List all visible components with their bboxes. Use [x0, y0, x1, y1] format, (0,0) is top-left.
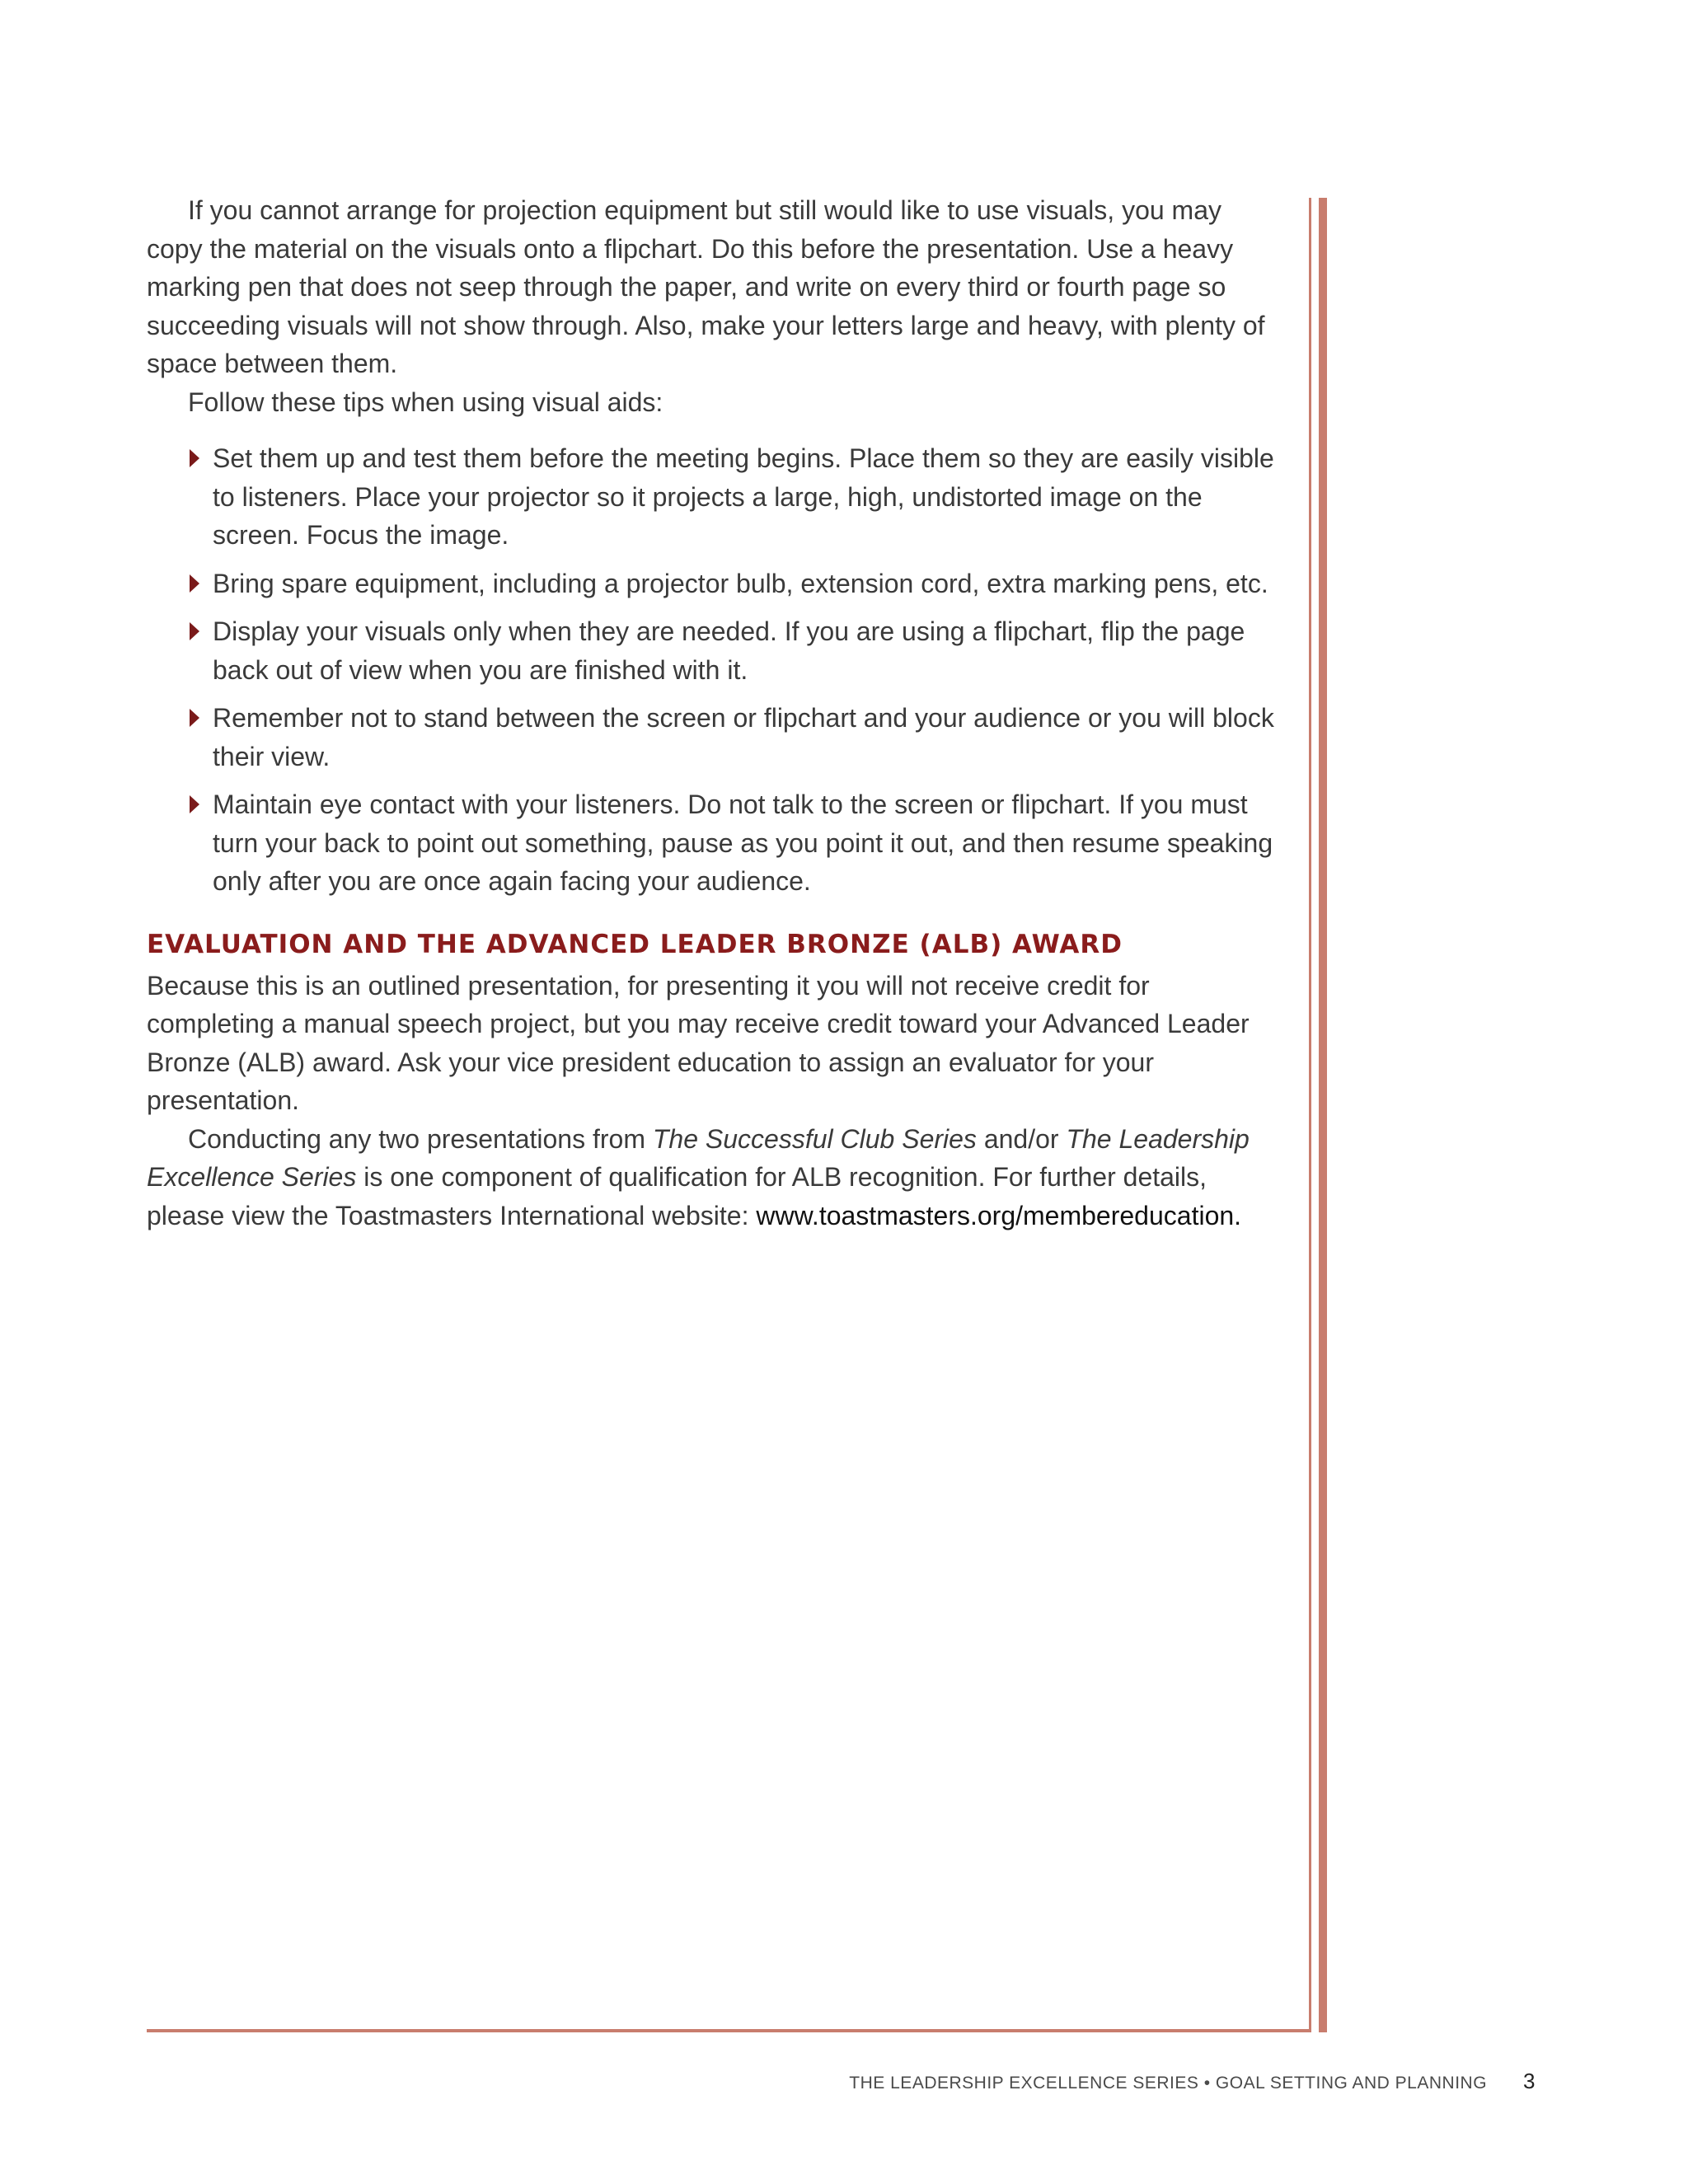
body-paragraph-tips-intro: Follow these tips when using visual aids: — [188, 387, 663, 417]
evaluation-paragraph-credit: Because this is an outlined presentation, for presenting it you will not receive credit for completing a manual speech project, but you may receive credit toward your Advanced Leader Bronze (ALB) award. Ask your vice president education to assign an evaluator for your presentation. — [147, 970, 1250, 1115]
tip-text: Remember not to stand between the screen or flipchart and your audience or you will block their view. — [213, 703, 1274, 771]
vertical-rule-thick — [1319, 198, 1327, 2032]
alb-text-part-1: Conducting any two presentations from — [188, 1123, 653, 1154]
tips-list — [147, 439, 1284, 901]
vertical-rule-thin — [1309, 198, 1311, 2032]
triangle-bullet-icon — [190, 449, 199, 467]
page-number: 3 — [1523, 2069, 1536, 2093]
alb-text-part-3: is one component of qualification for ALB recognition. For further details, please view the Toastmasters International website: — [147, 1162, 1207, 1230]
triangle-bullet-icon — [190, 795, 199, 813]
list-item — [147, 565, 1284, 603]
list-item — [147, 785, 1284, 901]
page-footer — [849, 2069, 1536, 2094]
tip-text: Maintain eye contact with your listeners. Do not talk to the screen or flipchart. If you must turn your back to point out something, pause as you point it out, and then resume speaking only after you are once again facing your audience. — [213, 790, 1273, 896]
alb-text-part-2: and/or — [976, 1123, 1067, 1154]
website-link[interactable]: www.toastmasters.org/membereducation. — [756, 1200, 1242, 1230]
tip-text: Display your visuals only when they are needed. If you are using a flipchart, flip the page back out of view when you are finished with it. — [213, 616, 1245, 685]
list-item — [147, 612, 1284, 689]
triangle-bullet-icon — [190, 709, 199, 727]
section-heading-evaluation: EVALUATION AND THE ADVANCED LEADER BRONZE (ALB) AWARD — [147, 929, 1123, 959]
tip-text: Set them up and test them before the meeting begins. Place them so they are easily visible to listeners. Place your projector so it projects a large, high, undistorted image on the screen. Focus the image. — [213, 443, 1274, 550]
main-content — [147, 191, 1284, 1235]
evaluation-paragraph-alb — [147, 1120, 1284, 1235]
horizontal-rule — [147, 2029, 1311, 2032]
footer-series-title: THE LEADERSHIP EXCELLENCE SERIES • GOAL SETTING AND PLANNING — [849, 2074, 1488, 2093]
series-title-successful-club: The Successful Club Series — [652, 1123, 977, 1154]
triangle-bullet-icon — [190, 574, 199, 593]
series-title-leadership-excellence: The Leadership Excellence Series — [147, 1123, 1250, 1192]
triangle-bullet-icon — [190, 622, 199, 640]
list-item — [147, 699, 1284, 776]
body-paragraph-projection: If you cannot arrange for projection equipment but still would like to use visuals, you may copy the material on the visuals onto a flipchart. Do this before the presentation. Use a heavy marking pen that does not seep through the paper, and write on every third or fourth page so succeeding visuals will not show through. Also, make your letters large and heavy, with plenty of space between them. — [147, 195, 1265, 378]
list-item — [147, 439, 1284, 555]
tip-text: Bring spare equipment, including a projector bulb, extension cord, extra marking pens, etc. — [213, 568, 1268, 598]
